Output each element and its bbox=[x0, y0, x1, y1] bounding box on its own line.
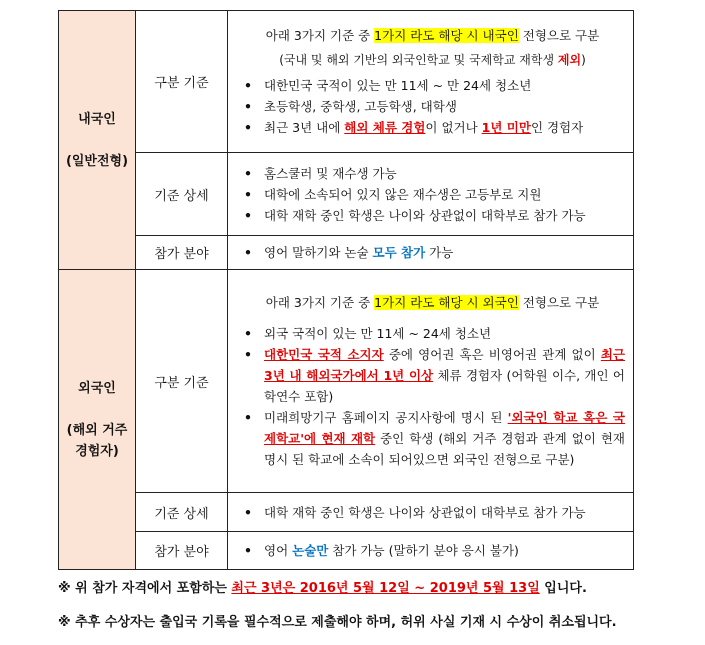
domestic-intro: 아래 3가지 기준 중 1가지 라도 해당 시 내국인 전형으로 구분 bbox=[265, 28, 600, 43]
domestic-criteria-content bbox=[228, 11, 634, 153]
domestic-category-cell bbox=[59, 11, 136, 270]
list-item: • 대학에 소속되어 있지 않은 재수생은 고등부로 지원 bbox=[240, 184, 625, 205]
domestic-detail-content bbox=[228, 153, 634, 236]
foreign-highlight: 1가지 라도 해당 시 외국인 bbox=[374, 295, 519, 310]
list-item: • 미래희망기구 홈페이지 공지사항에 명시 된 '외국인 학교 혹은 국제학교'에 현재 재학 중인 학생 (해외 거주 경험과 관계 없이 현재 명시 된 학교에 소속이 되어있으면 외국인 전형으로 구분) bbox=[240, 407, 625, 470]
foreign-criteria-label: 구분 기준 bbox=[136, 270, 228, 493]
footnote-period: ※ 위 참가 자격에서 포함하는 최근 3년은 2016년 5월 12일 ~ 2019년 5월 13일 입니다. bbox=[58, 581, 587, 596]
list-item: • 대학 재학 중인 학생은 나이와 상관없이 대학부로 참가 가능 bbox=[240, 502, 625, 523]
foreign-detail-label: 기준 상세 bbox=[136, 493, 228, 532]
list-item: • 대한민국 국적이 있는 만 11세 ~ 만 24세 청소년 bbox=[240, 75, 625, 96]
list-item: • 외국 국적이 있는 만 11세 ~ 24세 청소년 bbox=[240, 323, 625, 344]
list-item: • 영어 논술만 참가 가능 (말하기 분야 응시 불가) bbox=[240, 540, 625, 561]
foreign-detail-row bbox=[59, 493, 634, 532]
foreign-criteria-row bbox=[59, 270, 634, 493]
list-item: • 홈스쿨러 및 재수생 가능 bbox=[240, 163, 625, 184]
list-item: • 영어 말하기와 논술 모두 참가 가능 bbox=[240, 242, 625, 263]
footnote-award-record: ※ 추후 수상자는 출입국 기록을 필수적으로 제출해야 하며, 허위 사실 기재 시 수상이 취소됩니다. bbox=[58, 615, 617, 630]
foreign-intro: 아래 3가지 기준 중 1가지 라도 해당 시 외국인 전형으로 구분 bbox=[265, 295, 600, 310]
list-item: • 대학 재학 중인 학생은 나이와 상관없이 대학부로 참가 가능 bbox=[240, 205, 625, 226]
domestic-type: (일반전형) bbox=[65, 153, 129, 169]
domestic-criteria-list bbox=[240, 75, 625, 138]
foreign-field-row bbox=[59, 532, 634, 570]
domestic-field-content bbox=[228, 236, 634, 270]
foreign-field-content bbox=[228, 532, 634, 570]
domestic-field-label: 참가 분야 bbox=[136, 236, 228, 270]
foreign-criteria-content bbox=[228, 270, 634, 493]
list-item: • 대한민국 국적 소지자 중에 영어권 혹은 비영어권 관계 없이 최근 3년 내 해외국가에서 1년 이상 체류 경험자 (어학원 이수, 개인 어학연수 포함) bbox=[240, 344, 625, 407]
foreign-label: 외국인 bbox=[78, 380, 116, 396]
domestic-label: 내국인 bbox=[78, 111, 116, 127]
domestic-criteria-label: 구분 기준 bbox=[136, 11, 228, 153]
list-item: • 초등학생, 중학생, 고등학생, 대학생 bbox=[240, 96, 625, 117]
foreign-category-cell bbox=[59, 270, 136, 570]
domestic-exclusion-note: (국내 및 해외 기반의 외국인학교 및 국제학교 재학생 제외) bbox=[279, 53, 586, 67]
domestic-detail-row bbox=[59, 153, 634, 236]
foreign-field-label: 참가 분야 bbox=[136, 532, 228, 570]
eligibility-table bbox=[58, 10, 634, 570]
domestic-field-row bbox=[59, 236, 634, 270]
list-item: • 최근 3년 내에 해외 체류 경험이 없거나 1년 미만인 경험자 bbox=[240, 117, 625, 138]
domestic-criteria-row bbox=[59, 11, 634, 153]
domestic-detail-label: 기준 상세 bbox=[136, 153, 228, 236]
foreign-detail-content bbox=[228, 493, 634, 532]
foreign-type: (해외 거주 경험자) bbox=[66, 422, 128, 459]
foreign-criteria-list bbox=[240, 323, 625, 470]
domestic-highlight: 1가지 라도 해당 시 내국인 bbox=[374, 28, 519, 43]
